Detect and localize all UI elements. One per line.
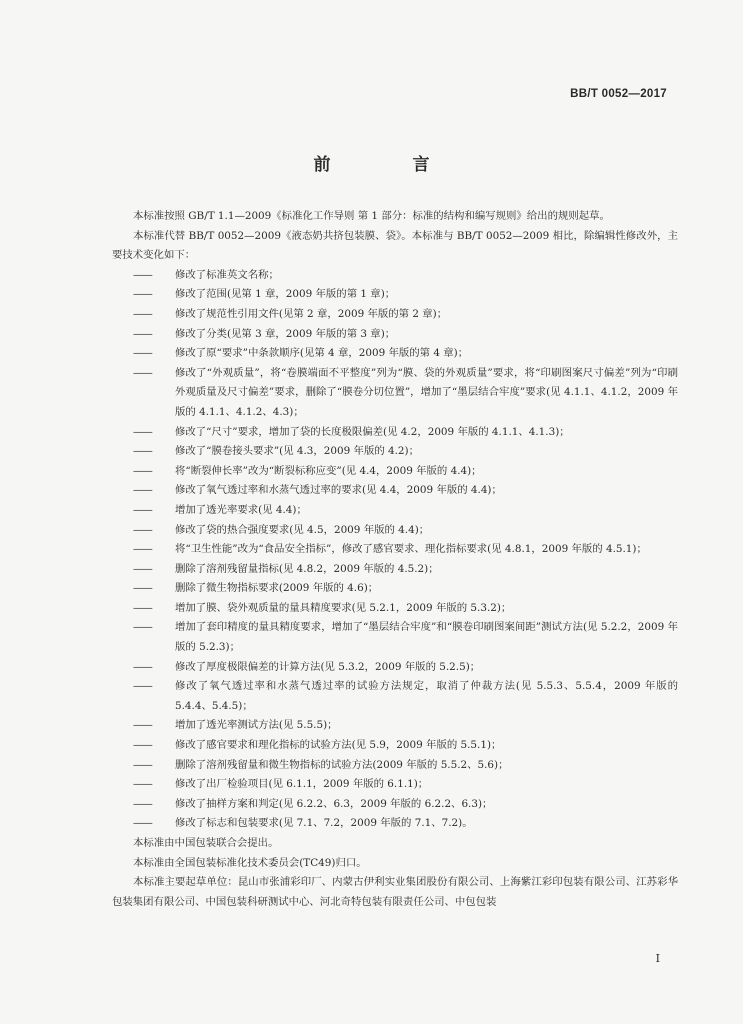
- change-item-text: 修改了出厂检验项目(见 6.1.1，2009 年版的 6.1.1)；: [175, 778, 429, 791]
- change-item: [112, 618, 678, 657]
- change-item: [112, 501, 678, 521]
- dash-marker: ——: [133, 503, 152, 516]
- page-title: 前 言: [313, 155, 468, 175]
- change-item-text: 将“断裂伸长率”改为“断裂标称应变”(见 4.4，2009 年版的 4.4)；: [175, 464, 482, 477]
- change-item: [112, 795, 678, 815]
- dash-marker: ——: [133, 307, 152, 320]
- dash-marker: ——: [133, 719, 152, 732]
- dash-marker: ——: [133, 621, 152, 634]
- change-item: [112, 521, 678, 541]
- proposer-paragraph: 本标准由中国包装联合会提出。: [133, 837, 279, 849]
- dash-marker: ——: [133, 601, 152, 614]
- change-item: [112, 599, 678, 619]
- dash-marker: ——: [133, 562, 152, 575]
- change-item-text: 增加了透光率要求(见 4.4)；: [175, 503, 307, 516]
- change-item-text: 删除了微生物指标要求(2009 年版的 4.6)；: [175, 582, 379, 595]
- change-item: [112, 364, 678, 423]
- changes-list: [112, 266, 678, 834]
- change-item: [112, 658, 678, 678]
- change-item: [112, 775, 678, 795]
- dash-marker: ——: [133, 817, 152, 830]
- dash-marker: ——: [133, 464, 152, 477]
- change-item-text: 删除了溶剂残留量指标(见 4.8.2，2009 年版的 4.5.2)；: [175, 562, 439, 575]
- dash-marker: ——: [133, 758, 152, 771]
- change-item: [112, 677, 678, 716]
- dash-marker: ——: [133, 797, 152, 810]
- change-item: [112, 540, 678, 560]
- change-item: [112, 481, 678, 501]
- change-item-text: 修改了规范性引用文件(见第 2 章，2009 年版的第 2 章)；: [175, 307, 448, 320]
- change-item: [112, 560, 678, 580]
- dash-marker: ——: [133, 778, 152, 791]
- dash-marker: ——: [133, 660, 152, 673]
- change-item: [112, 285, 678, 305]
- change-item: [112, 266, 678, 286]
- change-item-text: 修改了抽样方案和判定(见 6.2.2、6.3，2009 年版的 6.2.2、6.3)；: [175, 797, 493, 810]
- change-item-text: 修改了氧气透过率和水蒸气透过率的要求(见 4.4，2009 年版的 4.4)；: [175, 484, 502, 497]
- change-item-text: 修改了标准英文名称；: [175, 268, 279, 281]
- drafters-paragraph: 本标准主要起草单位：昆山市张浦彩印厂、内蒙古伊利实业集团股份有限公司、上海紫江彩印包装有限公司、江苏彩华包装集团有限公司、中国包装科研测试中心、河北奇特包装有限责任公司、中包包装: [112, 876, 678, 908]
- change-item: [112, 305, 678, 325]
- change-item: [112, 814, 678, 834]
- centralized-paragraph: 本标准由全国包装标准化技术委员会(TC49)归口。: [133, 856, 367, 869]
- page-number: I: [655, 952, 660, 965]
- dash-marker: ——: [133, 484, 152, 497]
- change-item: [112, 756, 678, 776]
- dash-marker: ——: [133, 543, 152, 556]
- change-item-text: 将“卫生性能”改为“食品安全指标”，修改了感官要求、理化指标要求(见 4.8.1，2009 年版的 4.5.1)；: [175, 543, 647, 556]
- dash-marker: ——: [133, 680, 152, 693]
- change-item-text: 修改了厚度极限偏差的计算方法(见 5.3.2，2009 年版的 5.2.5)；: [175, 660, 481, 673]
- change-item: [112, 423, 678, 443]
- change-item-text: 修改了“膜卷接头要求”(见 4.3，2009 年版的 4.2)；: [175, 445, 419, 458]
- dash-marker: ——: [133, 445, 152, 458]
- change-item-text: 修改了氧气透过率和水蒸气透过率的试验方法规定，取消了仲裁方法(见 5.5.3、5.5.4，2009 年版的 5.4.4、5.4.5)；: [175, 680, 678, 712]
- change-item: [112, 716, 678, 736]
- dash-marker: ——: [133, 347, 152, 360]
- standard-code: BB/T 0052—2017: [570, 88, 667, 100]
- dash-marker: ——: [133, 288, 152, 301]
- dash-marker: ——: [133, 582, 152, 595]
- change-item-text: 增加了套印精度的量具精度要求，增加了“墨层结合牢度”和“膜卷印刷图案间距”测试方法(见 5.2.2，2009 年版的 5.2.3)；: [175, 621, 678, 654]
- change-item-text: 修改了“外观质量”，将“卷膜端面不平整度”列为“膜、袋的外观质量”要求，将“印刷图案尺寸偏差”列为“印刷外观质量及尺寸偏差”要求，删除了“膜卷分切位置”，增加了“墨层结合牢度”要求(见 4.1.1、4.1.2，2009 年版的 4.1.1、4.1.2、4.3)；: [175, 366, 678, 418]
- change-item: [112, 344, 678, 364]
- foreword-body: [112, 207, 678, 912]
- dash-marker: ——: [133, 327, 152, 340]
- change-item-text: 修改了感官要求和理化指标的试验方法(见 5.9，2009 年版的 5.5.1)；: [175, 739, 502, 752]
- change-item-text: 增加了膜、袋外观质量的量具精度要求(见 5.2.1，2009 年版的 5.3.2)；: [175, 601, 512, 614]
- change-item: [112, 736, 678, 756]
- intro-paragraph-2: 本标准代替 BB/T 0052—2009《液态奶共挤包装膜、袋》。本标准与 BB/T 0052—2009 相比，除编辑性修改外，主要技术变化如下：: [112, 229, 678, 262]
- change-item-text: 修改了袋的热合强度要求(见 4.5，2009 年版的 4.4)；: [175, 523, 430, 536]
- change-item-text: 删除了溶剂残留量和微生物指标的试验方法(2009 年版的 5.5.2、5.6)；: [175, 758, 509, 771]
- change-item-text: 增加了透光率测试方法(见 5.5.5)；: [175, 719, 338, 732]
- dash-marker: ——: [133, 366, 152, 379]
- dash-marker: ——: [133, 425, 152, 438]
- change-item: [112, 462, 678, 482]
- change-item: [112, 325, 678, 345]
- change-item-text: 修改了原“要求”中条款顺序(见第 4 章，2009 年版的第 4 章)；: [175, 347, 469, 360]
- change-item-text: 修改了范围(见第 1 章，2009 年版的第 1 章)；: [175, 288, 396, 301]
- change-item: [112, 579, 678, 599]
- intro-paragraph-1: 本标准按照 GB/T 1.1—2009《标准化工作导则 第 1 部分：标准的结构和编写规则》给出的规则起草。: [133, 210, 610, 222]
- change-item-text: 修改了标志和包装要求(见 7.1、7.2，2009 年版的 7.1、7.2)。: [175, 817, 473, 830]
- change-item-text: 修改了分类(见第 3 章，2009 年版的第 3 章)；: [175, 327, 396, 340]
- change-item-text: 修改了“尺寸”要求，增加了袋的长度极限偏差(见 4.2，2009 年版的 4.1.1、4.1.3)；: [175, 425, 570, 438]
- dash-marker: ——: [133, 523, 152, 536]
- dash-marker: ——: [133, 268, 152, 281]
- dash-marker: ——: [133, 739, 152, 752]
- change-item: [112, 442, 678, 462]
